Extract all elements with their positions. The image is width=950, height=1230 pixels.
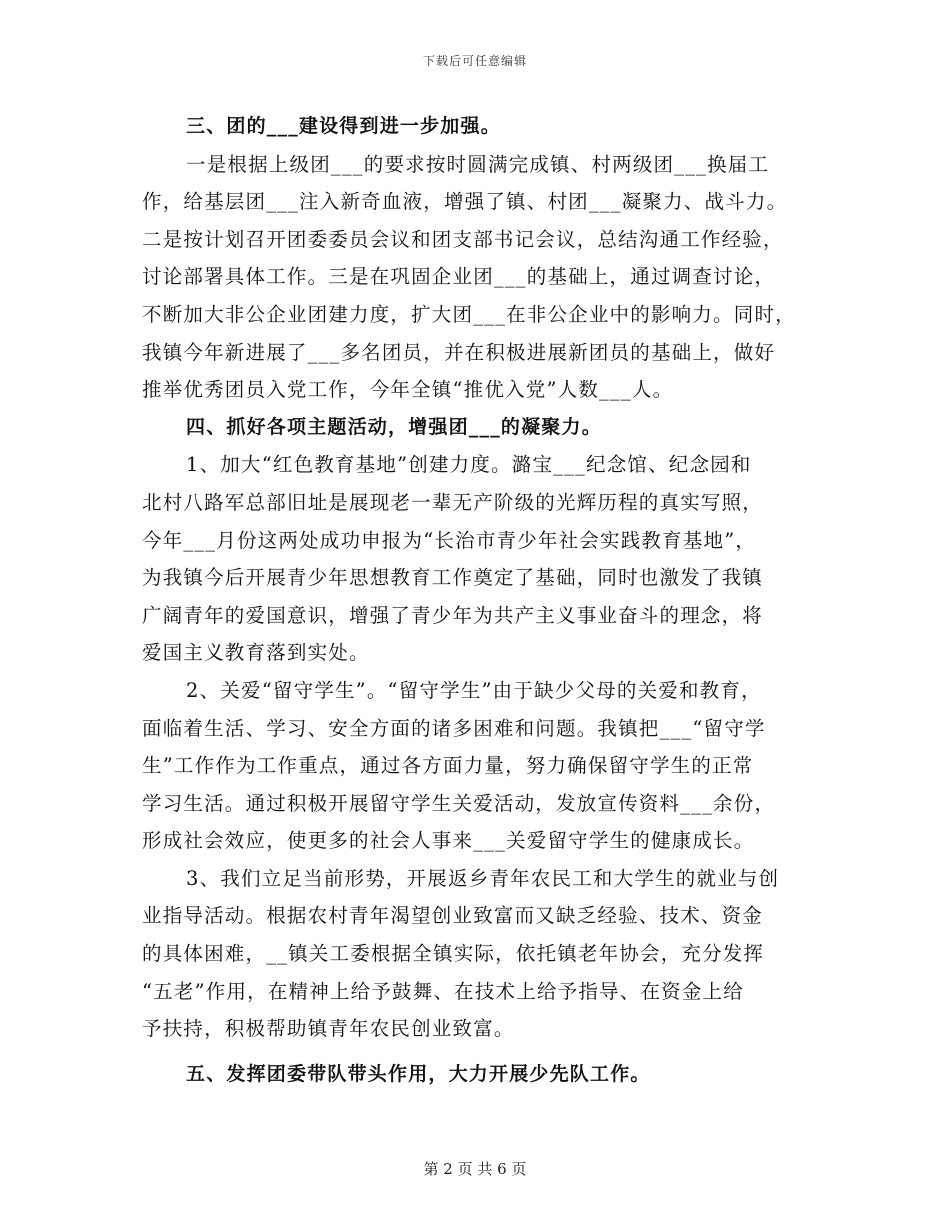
paragraph-line: 爱国主义教育落到实处。: [142, 641, 370, 665]
paragraph-line: 北村八路军总部旧址是展现老一辈无产阶级的光辉历程的真实写照，: [142, 490, 764, 514]
page-footer: 第 2 页 共 6 页: [423, 1160, 527, 1178]
section-heading-5: 五、发挥团委带队带头作用，大力开展少先队工作。: [186, 1062, 651, 1085]
paragraph-line: 二是按计划召开团委委员会议和团支部书记会议，总结沟通工作经验，: [142, 227, 784, 251]
paragraph-line: 予扶持，积极帮助镇青年农民创业致富。: [142, 1017, 515, 1041]
paragraph-line: 我镇今年新进展了___多名团员，并在积极进展新团员的基础上，做好: [142, 340, 776, 364]
paragraph-line: 不断加大非公企业团建力度，扩大团___在非公企业中的影响力。同时，: [142, 302, 796, 326]
paragraph-line: “五老”作用，在精神上给予鼓舞、在技术上给予指导、在资金上给: [142, 979, 744, 1003]
paragraph-line: 讨论部署具体工作。三是在巩固企业团___的基础上，通过调查讨论，: [142, 265, 776, 289]
paragraph-line: 面临着生活、学习、安全方面的诸多困难和问题。我镇把___“留守学: [142, 716, 766, 740]
paragraph-line: 的具体困难，__镇关工委根据全镇实际，依托镇老年协会，充分发挥: [142, 942, 765, 966]
section-heading-4: 四、抓好各项主题活动，增强团___的凝聚力。: [186, 415, 602, 438]
paragraph-line: 1、加大“红色教育基地”创建力度。潞宝___纪念馆、纪念园和: [186, 453, 752, 477]
page-header: 下载后可任意编辑: [422, 54, 527, 68]
paragraph-line: 推举优秀团员入党工作，今年全镇“推优入党”人数___人。: [142, 378, 674, 402]
paragraph-line: 生”工作作为工作重点，通过各方面力量，努力确保留守学生的正常: [142, 754, 754, 778]
spacer: [142, 1048, 824, 1056]
paragraph-line: 一是根据上级团___的要求按时圆满完成镇、村两级团___换届工: [186, 152, 770, 176]
paragraph-line: 作，给基层团___注入新奇血液，增强了镇、村团___凝聚力、战斗力。: [142, 190, 788, 214]
paragraph-line: 学习生活。通过积极开展留守学生关爱活动，发放宣传资料___余份，: [142, 791, 776, 815]
paragraph-line: 形成社会效应，使更多的社会人事来___关爱留守学生的健康成长。: [142, 829, 755, 853]
document-body: [142, 108, 824, 1093]
paragraph-line: 今年___月份这两处成功申报为“长治市青少年社会实践教育基地”，: [142, 528, 757, 552]
paragraph-line: 广阔青年的爱国意识，增强了青少年为共产主义事业奋斗的理念，将: [142, 603, 764, 627]
paragraph-line: 业指导活动。根据农村青年渴望创业致富而又缺乏经验、技术、资金: [142, 904, 764, 928]
paragraph-line: 2、关爱“留守学生”。“留守学生”由于缺少父母的关爱和教育，: [186, 678, 762, 702]
section-heading-3: 三、团的___建设得到进一步加强。: [186, 115, 501, 137]
paragraph-line: 3、我们立足当前形势，开展返乡青年农民工和大学生的就业与创: [186, 866, 780, 890]
paragraph-line: 为我镇今后开展青少年思想教育工作奠定了基础，同时也激发了我镇: [142, 566, 764, 590]
